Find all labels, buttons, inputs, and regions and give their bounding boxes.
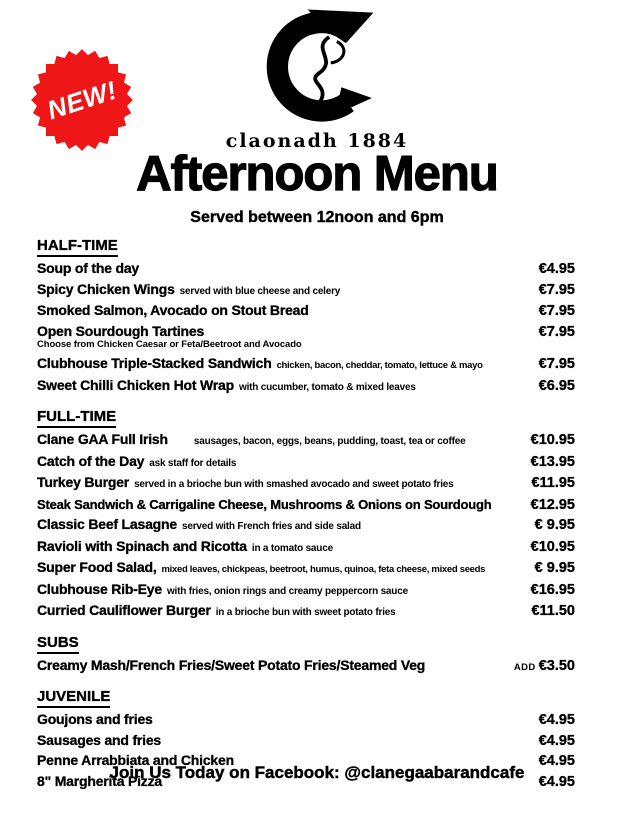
- item-desc: ask staff for details: [149, 457, 237, 469]
- price-amount: €3.50: [538, 657, 575, 674]
- item-price: €4.95: [538, 732, 575, 749]
- section-heading: JUVENILE: [37, 687, 110, 708]
- item-desc: served with French fries and side salad: [181, 521, 361, 532]
- item-name: Turkey Burger: [37, 474, 130, 490]
- item-price: €12.95: [530, 496, 575, 513]
- menu-item-row: [37, 301, 575, 322]
- item-price: €16.95: [530, 581, 575, 598]
- menu-item-row: [37, 430, 575, 452]
- item-name: Creamy Mash/French Fries/Sweet Potato Fries/Steamed Veg: [37, 656, 426, 673]
- item-name: 8" Margherita Pizza: [37, 772, 162, 789]
- page-subtitle: Served between 12noon and 6pm: [190, 209, 444, 226]
- menu-item-row: [37, 731, 575, 752]
- item-price: €11.95: [531, 475, 575, 491]
- item-name: Steak Sandwich & Carrigaline Cheese, Mushrooms & Onions on Sourdough: [37, 496, 492, 512]
- new-badge-label: NEW!: [43, 74, 121, 125]
- item-price: €4.95: [538, 712, 575, 728]
- item-price: €4.95: [538, 773, 575, 790]
- menu-item-row: [37, 473, 575, 495]
- menu-item-row: [37, 537, 575, 559]
- menu-item-row: [37, 280, 575, 302]
- price-prefix: ADD: [513, 661, 536, 673]
- item-desc: chicken, bacon, cheddar, tomato, lettuce & mayo: [276, 360, 483, 371]
- item-desc: with fries, onion rings and creamy peppercorn sauce: [166, 585, 408, 597]
- item-desc: with cucumber, tomato & mixed leaves: [238, 381, 416, 393]
- item-name: Curried Cauliflower Burger: [37, 602, 211, 618]
- item-desc: served in a brioche bun with smashed avocado and sweet potato fries: [134, 479, 454, 490]
- item-name: Sausages and fries: [37, 731, 162, 748]
- item-desc: in a brioche bun with sweet potato fries: [215, 607, 396, 618]
- menu-body: [37, 236, 575, 802]
- item-desc: served with blue cheese and celery: [179, 285, 341, 297]
- item-desc: in a tomato sauce: [251, 542, 333, 554]
- section-heading: HALF-TIME: [37, 236, 118, 257]
- item-desc: mixed leaves, chickpeas, beetroot, humus, quinoa, feta cheese, mixed seeds: [161, 564, 486, 575]
- section-heading: FULL-TIME: [37, 407, 116, 428]
- item-price: €7.95: [538, 356, 575, 372]
- item-name: Goujons and fries: [37, 711, 153, 727]
- menu-item-row: [37, 601, 575, 623]
- item-price: [514, 657, 575, 678]
- item-name: Open Sourdough Tartines: [37, 322, 205, 339]
- new-badge: [33, 51, 131, 149]
- celtic-monogram-icon: [233, 8, 401, 130]
- menu-item-row: [37, 580, 575, 602]
- menu-item-row: [37, 354, 575, 376]
- item-price: €13.95: [530, 453, 575, 470]
- item-price: €6.95: [538, 377, 575, 394]
- section-subs: [37, 633, 575, 678]
- section-half-time: [37, 236, 575, 397]
- item-price: € 9.95: [534, 517, 575, 533]
- item-price: €7.95: [538, 281, 575, 298]
- item-subnote: Choose from Chicken Caesar or Feta/Beetroot and Avocado: [37, 339, 302, 350]
- menu-item-row: [37, 259, 575, 280]
- logo-subtext: claonadh 1884: [225, 130, 409, 152]
- menu-item-row: [37, 558, 575, 580]
- item-desc: sausages, bacon, eggs, beans, pudding, toast, tea or coffee: [193, 436, 466, 447]
- item-name: Super Food Salad,: [37, 559, 157, 575]
- menu-item-row: [37, 710, 575, 731]
- item-price: €7.95: [538, 303, 575, 319]
- menu-item-row: [37, 515, 575, 537]
- item-name: Clane GAA Full Irish: [37, 431, 168, 447]
- footer-text: Join Us Today on Facebook: @clanegaabarandcafe: [109, 763, 525, 782]
- item-name: Catch of the Day: [37, 452, 145, 469]
- item-price: €4.95: [538, 753, 575, 769]
- item-name: Soup of the day: [37, 260, 140, 276]
- item-name: Smoked Salmon, Avocado on Stout Bread: [37, 302, 309, 318]
- section-heading: SUBS: [37, 633, 79, 654]
- menu-item-row: [37, 376, 575, 398]
- menu-item-row: [37, 656, 575, 678]
- item-price: €11.50: [531, 603, 575, 619]
- section-full-time: [37, 407, 575, 623]
- item-price: €7.95: [538, 323, 575, 340]
- item-name: Sweet Chilli Chicken Hot Wrap: [37, 376, 234, 393]
- page-title: Afternoon Menu: [136, 147, 498, 201]
- item-name: Ravioli with Spinach and Ricotta: [37, 537, 247, 554]
- item-price: € 9.95: [534, 560, 575, 576]
- item-price: €10.95: [530, 432, 575, 448]
- item-name: Clubhouse Triple-Stacked Sandwich: [37, 355, 272, 371]
- item-name: Spicy Chicken Wings: [37, 280, 175, 297]
- item-price: €4.95: [538, 261, 575, 277]
- menu-item-row: [37, 452, 575, 474]
- menu-item-row: [37, 495, 575, 516]
- item-name: Classic Beef Lasagne: [37, 516, 177, 532]
- item-name: Clubhouse Rib-Eye: [37, 580, 162, 597]
- item-name: Penne Arrabbiata and Chicken: [37, 752, 234, 768]
- item-price: €10.95: [530, 538, 575, 555]
